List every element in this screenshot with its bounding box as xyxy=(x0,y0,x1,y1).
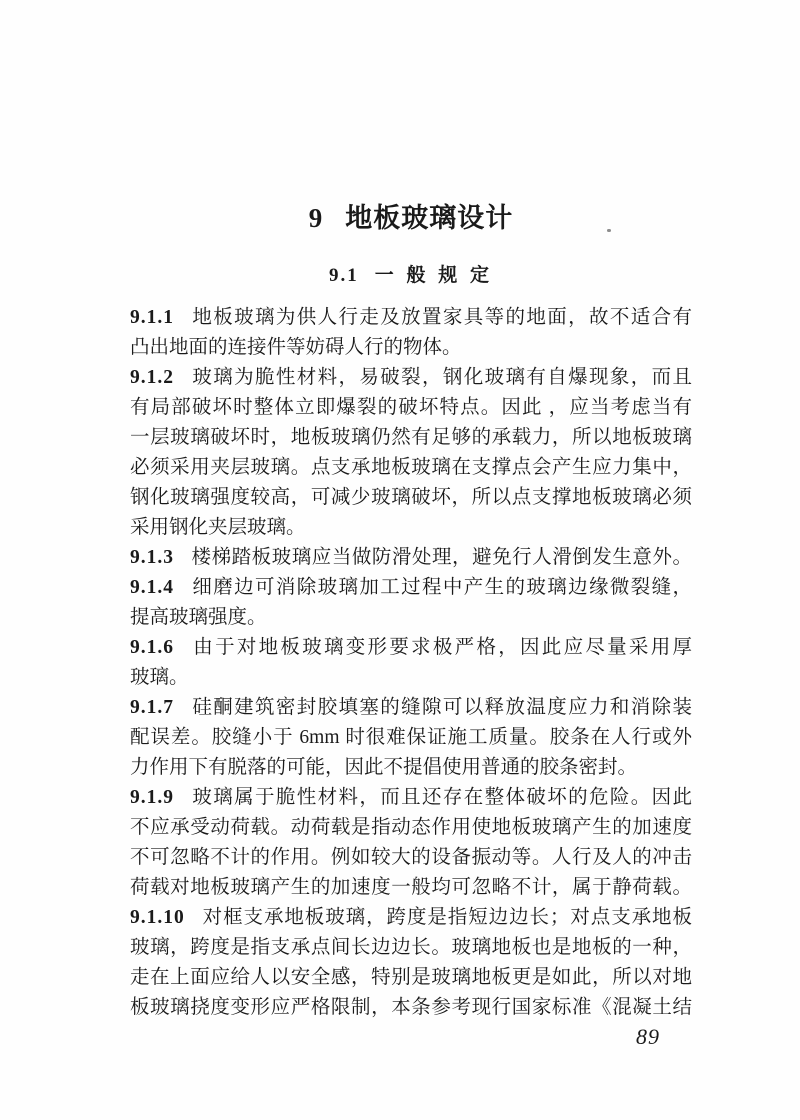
text-line: 走在上面应给人以安全感，特别是玻璃地板更是如此，所以对地 xyxy=(130,967,692,988)
text-line: 不应承受动荷载。动荷载是指动态作用使地板玻璃产生的加速度 xyxy=(130,817,692,838)
text-line: 9.1.10 对框支承地板玻璃，跨度是指短边边长；对点支承地板 xyxy=(130,907,692,928)
clause-number: 9.1.9 xyxy=(130,787,174,808)
text-line: 9.1.3 楼梯踏板玻璃应当做防滑处理，避免行人滑倒发生意外。 xyxy=(130,547,692,568)
text-line: 9.1.4 细磨边可消除玻璃加工过程中产生的玻璃边缘微裂缝， xyxy=(130,577,692,598)
text-line: 有局部破坏时整体立即爆裂的破坏特点。因此 ，应当考虑当有 xyxy=(130,397,692,418)
text-line: 钢化玻璃强度较高，可减少玻璃破坏，所以点支撑地板玻璃必须 xyxy=(130,487,692,508)
scan-artifact-dot xyxy=(607,229,611,232)
text-line: 荷载对地板玻璃产生的加速度一般均可忽略不计，属于静荷载。 xyxy=(130,877,692,898)
chapter-title: 地板玻璃设计 xyxy=(345,203,514,233)
clause-number: 9.1.3 xyxy=(130,547,174,568)
text-line: 玻璃。 xyxy=(130,667,189,688)
clause-number: 9.1.7 xyxy=(130,697,174,718)
text-line: 配误差。胶缝小于 6mm 时很难保证施工质量。胶条在人行或外 xyxy=(130,727,692,748)
text-line: 9.1.1 地板玻璃为供人行走及放置家具等的地面，故不适合有 xyxy=(130,307,692,328)
text-line: 板玻璃挠度变形应严格限制，本条参考现行国家标准《混凝土结 xyxy=(130,997,692,1018)
body-text xyxy=(130,303,692,1023)
text-line: 力作用下有脱落的可能，因此不提倡使用普通的胶条密封。 xyxy=(130,757,638,778)
text-line: 采用钢化夹层玻璃。 xyxy=(130,517,306,538)
section-heading xyxy=(130,260,692,287)
clause-number: 9.1.6 xyxy=(130,637,174,658)
clause-number: 9.1.10 xyxy=(130,907,185,928)
text-line: 9.1.2 玻璃为脆性材料，易破裂，钢化玻璃有自爆现象，而且 xyxy=(130,367,692,388)
text-line: 9.1.7 硅酮建筑密封胶填塞的缝隙可以释放温度应力和消除装 xyxy=(130,697,692,718)
text-line: 凸出地面的连接件等妨碍人行的物体。 xyxy=(130,337,462,358)
text-line: 提高玻璃强度。 xyxy=(130,607,267,628)
clause-number: 9.1.4 xyxy=(130,577,174,598)
page-number: 89 xyxy=(636,1024,660,1049)
chapter-number: 9 xyxy=(308,203,324,233)
text-line: 不可忽略不计的作用。例如较大的设备振动等。人行及人的冲击 xyxy=(130,847,692,868)
clause-number: 9.1.1 xyxy=(130,307,174,328)
text-line: 一层玻璃破坏时，地板玻璃仍然有足够的承载力，所以地板玻璃 xyxy=(130,427,692,448)
clause-number: 9.1.2 xyxy=(130,367,174,388)
text-line: 9.1.9 玻璃属于脆性材料，而且还存在整体破坏的危险。因此 xyxy=(130,787,692,808)
text-line: 必须采用夹层玻璃。点支承地板玻璃在支撑点会产生应力集中， xyxy=(130,457,692,478)
section-title: 一 般 规 定 xyxy=(374,265,493,286)
text-line: 9.1.6 由于对地板玻璃变形要求极严格，因此应尽量采用厚 xyxy=(130,637,692,658)
text-line: 玻璃，跨度是指支承点间长边边长。玻璃地板也是地板的一种， xyxy=(130,937,692,958)
section-number: 9.1 xyxy=(328,265,359,286)
